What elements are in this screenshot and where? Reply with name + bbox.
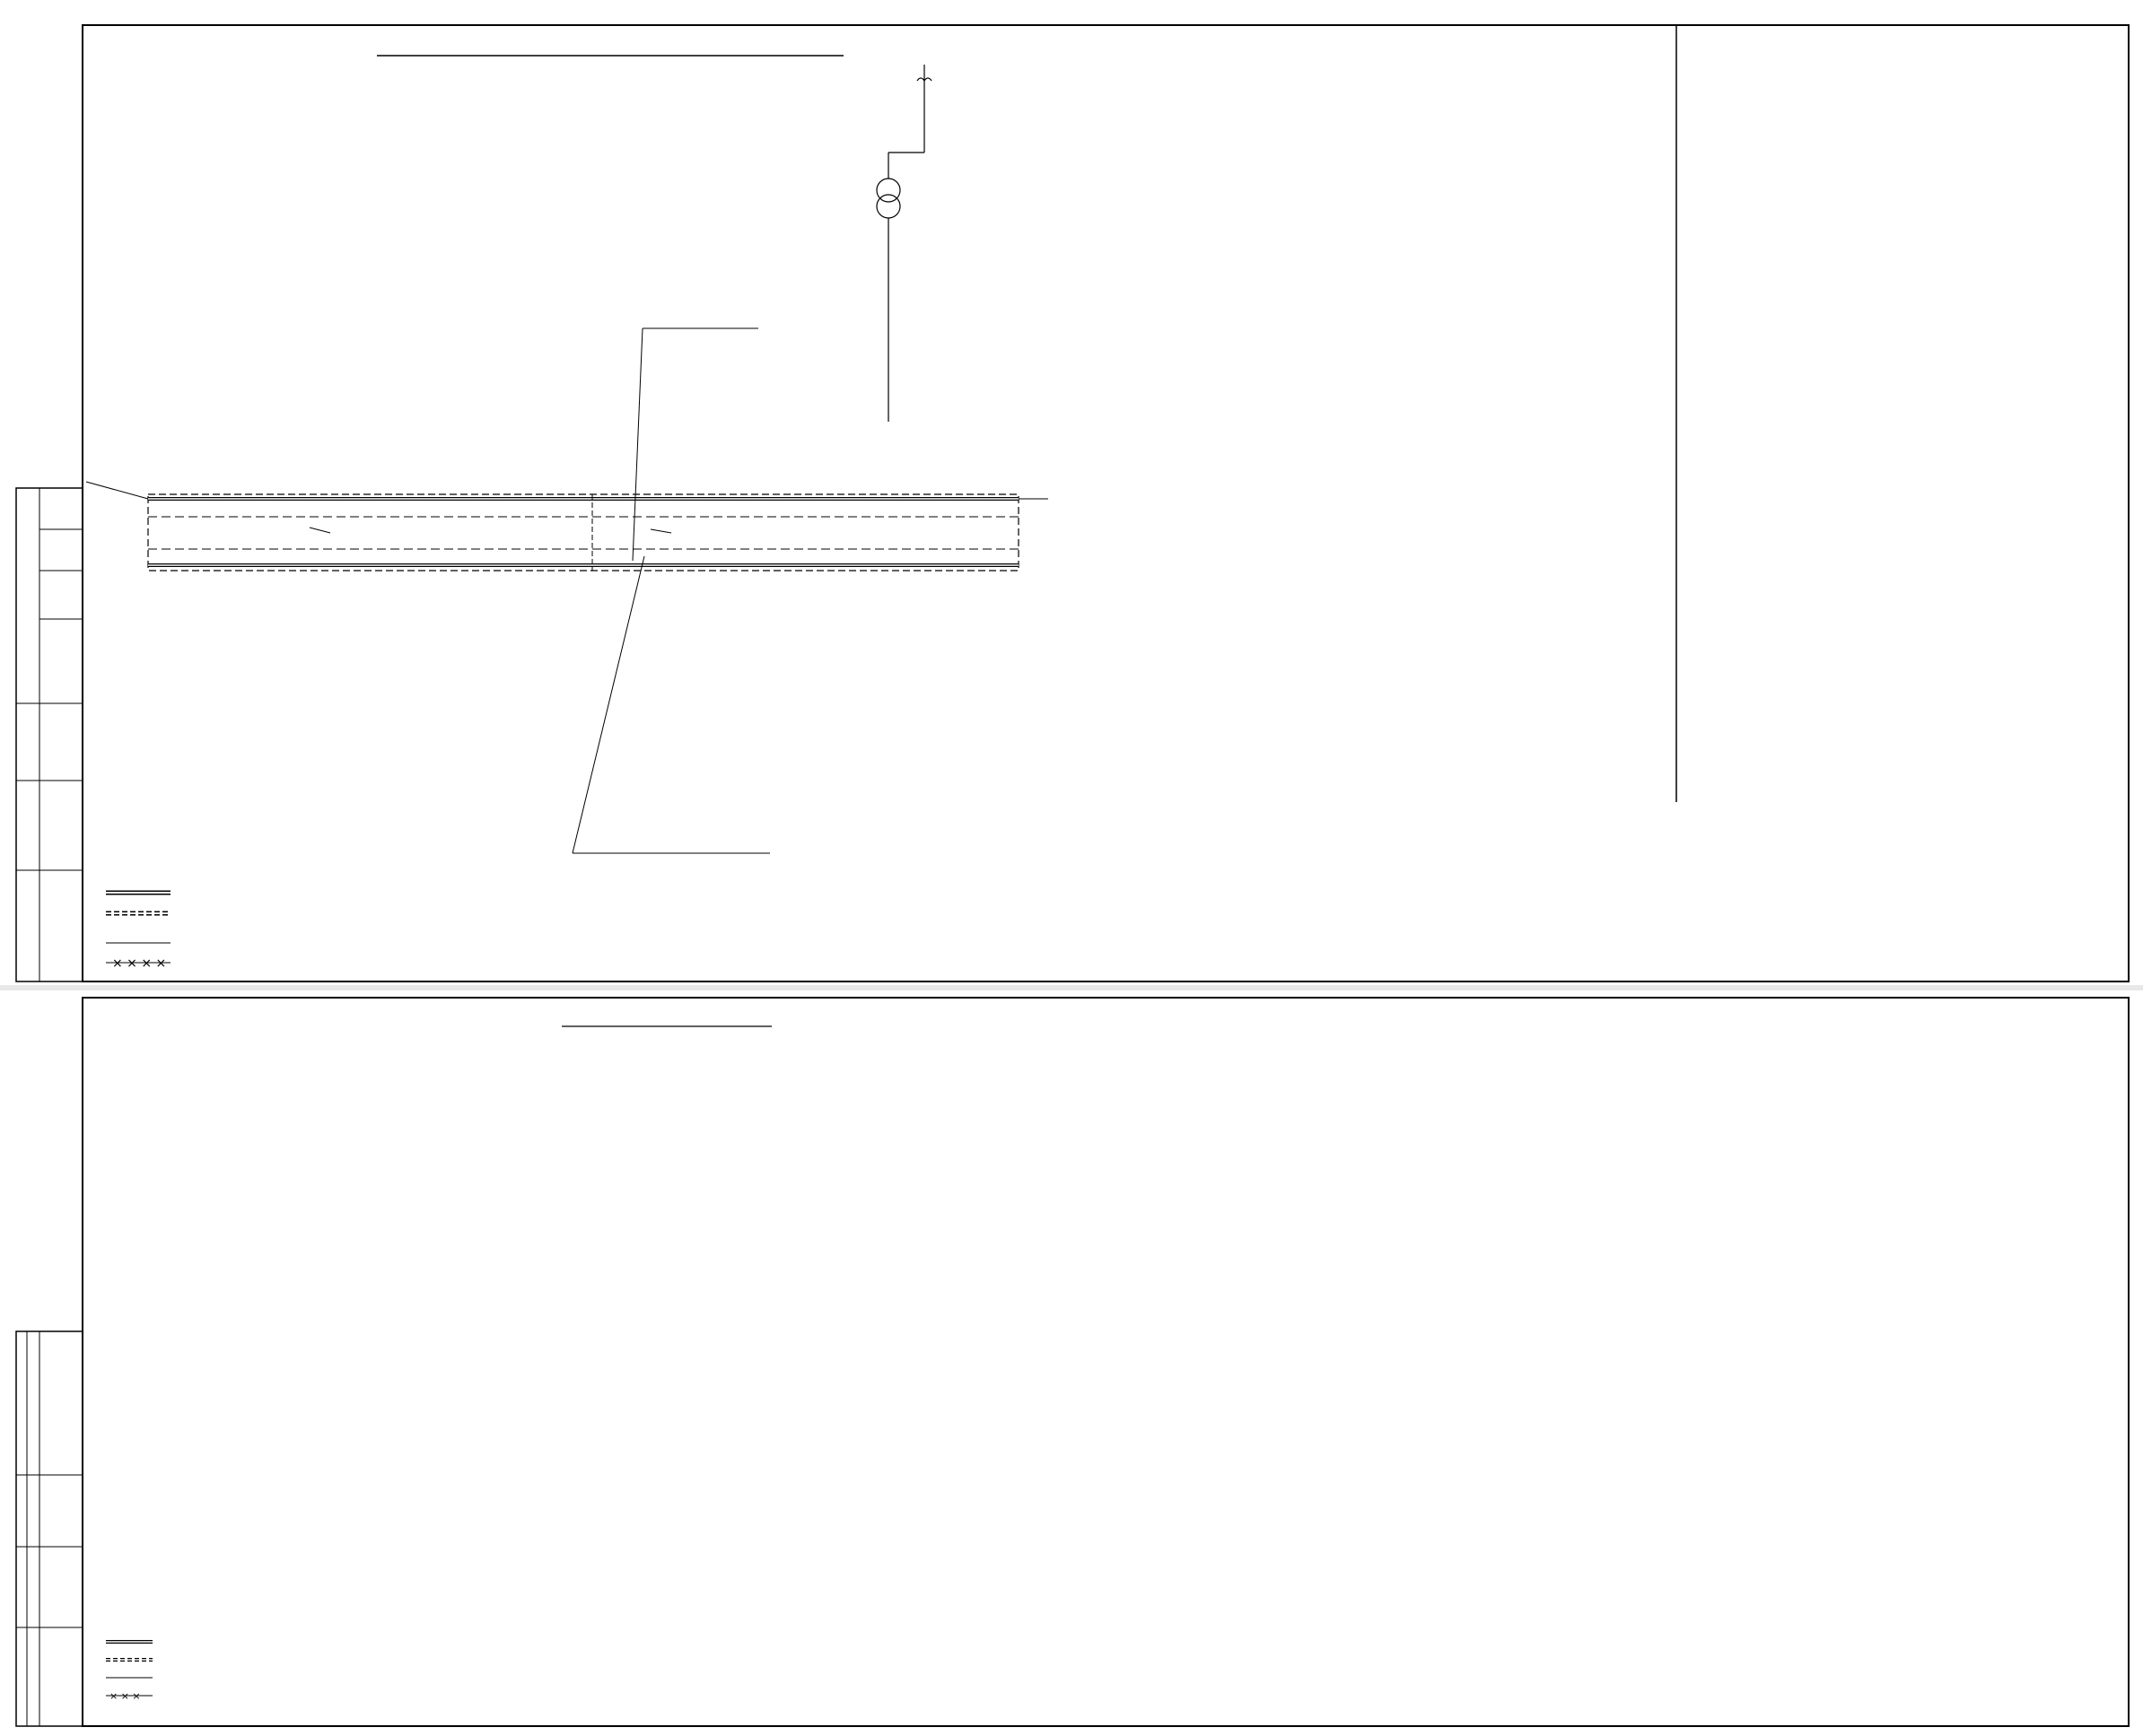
left-strip-2 (16, 1331, 83, 1726)
transformer-winding-2 (877, 195, 900, 218)
left-strip2-box (16, 1331, 83, 1726)
sheet1-frame (83, 25, 2129, 981)
reserve-leader-1 (310, 528, 330, 533)
sheet2-frame (83, 998, 2129, 1726)
busbar-assembly (148, 494, 1019, 571)
left-strip-box (16, 488, 83, 981)
legend2-cross-marks: × × × (109, 1690, 141, 1702)
left-strip (16, 488, 83, 981)
legend (106, 893, 171, 971)
legend-2 (106, 1642, 153, 1702)
weld-label-leader (573, 556, 644, 853)
reserve-bus-enclosure (148, 494, 1019, 571)
sheet-plan (0, 990, 2143, 1732)
plan-drawing (0, 990, 2143, 1732)
bus-label-leader (633, 328, 643, 561)
legend-cross-marks: × × × × (112, 956, 167, 971)
reserve-leader-2 (651, 529, 671, 533)
section1-leader (86, 482, 148, 499)
transformer-dk-6-2 (877, 65, 932, 422)
